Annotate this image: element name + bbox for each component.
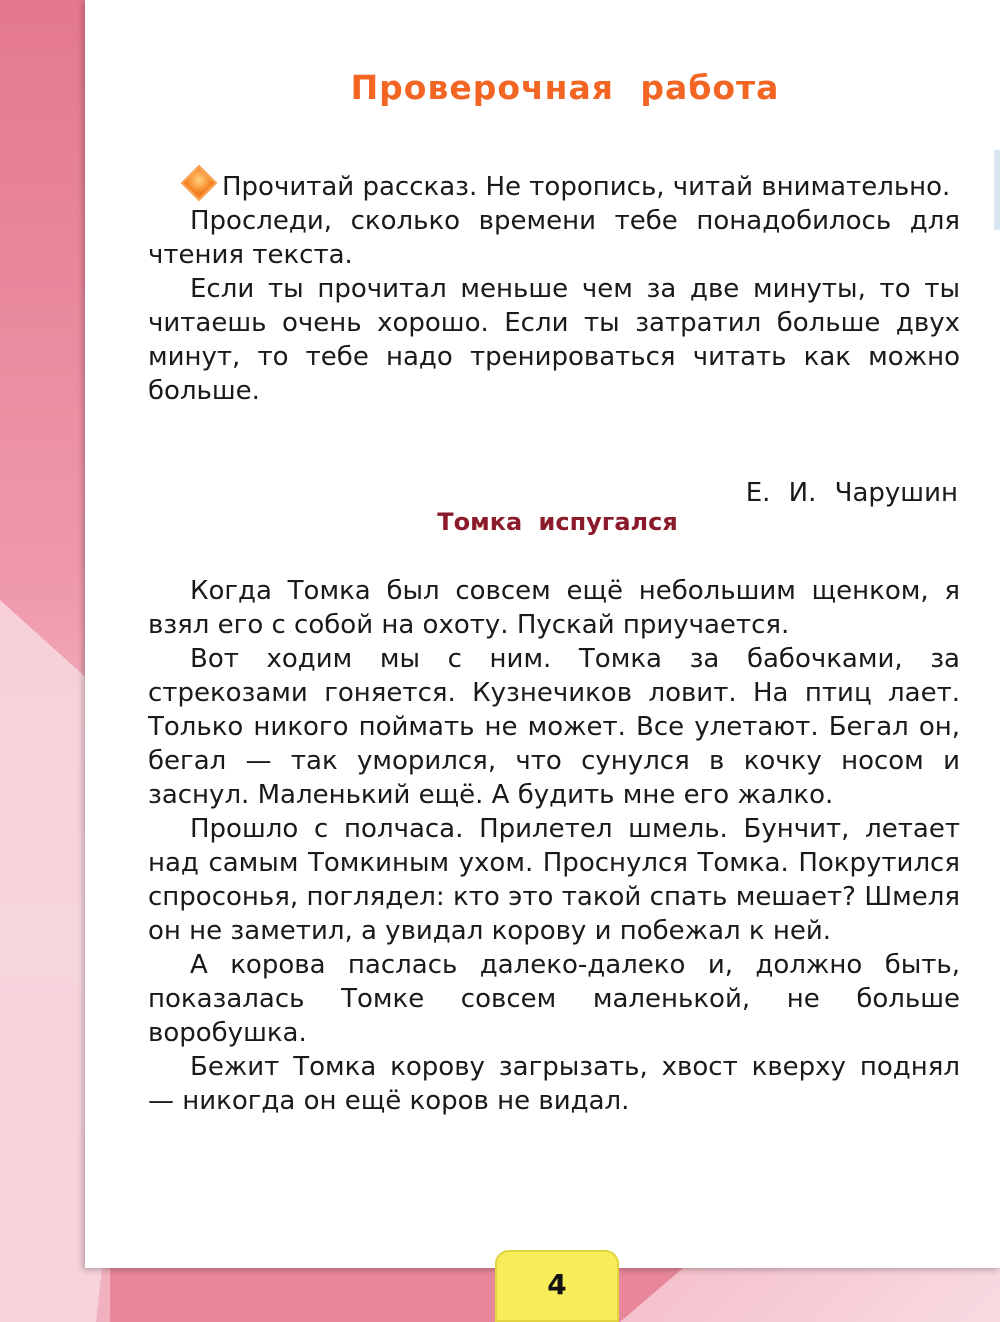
story-text — [148, 574, 960, 1118]
task-paragraph: Проследи, сколько времени тебе понадобилось для чтения текста. — [148, 206, 960, 270]
story-author: Е. И. Чарушин — [745, 478, 958, 508]
page-number: 4 — [547, 1268, 567, 1301]
page-title: Проверочная работа — [350, 68, 780, 107]
story-paragraph: Бежит Томка корову загрызать, хвост кверху поднял — никогда он ещё коров не видал. — [148, 1052, 960, 1116]
story-paragraph: Прошло с полчаса. Прилетел шмель. Бунчит, летает над самым Томкиным ухом. Проснулся Томка. Покрутился спросонья, поглядел: кто это такой спать мешает? Шмеля он не заметил, а увидал корову и побежал к ней. — [148, 814, 960, 946]
task-paragraph: Если ты прочитал меньше чем за две минуты, то ты читаешь очень хорошо. Если ты затратил больше двух минут, то тебе надо тренироваться читать как можно больше. — [148, 274, 960, 406]
task-instructions — [148, 170, 960, 408]
task-text-1: Прочитай рассказ. Не торопись, читай внимательно. — [222, 172, 951, 202]
diamond-bullet-icon — [183, 167, 214, 198]
story-paragraph: Когда Томка был совсем ещё небольшим щенком, я взял его с собой на охоту. Пускай приучается. — [148, 576, 960, 640]
story-title: Томка испугался — [437, 508, 678, 536]
task-paragraph — [148, 170, 960, 204]
page-edge — [994, 150, 1000, 230]
page-number-badge — [495, 1250, 619, 1322]
story-paragraph: Вот ходим мы с ним. Томка за бабочками, за стрекозами гоняется. Кузнечиков ловит. На птиц лает. Только никого поймать не может. Все улетают. Бегал он, бегал — так уморился, что сунулся в кочку носом и заснул. Маленький ещё. А будить мне его жалко. — [148, 644, 960, 810]
story-paragraph: А корова паслась далеко-далеко и, должно быть, показалась Томке совсем маленькой, не больше воробушка. — [148, 950, 960, 1048]
